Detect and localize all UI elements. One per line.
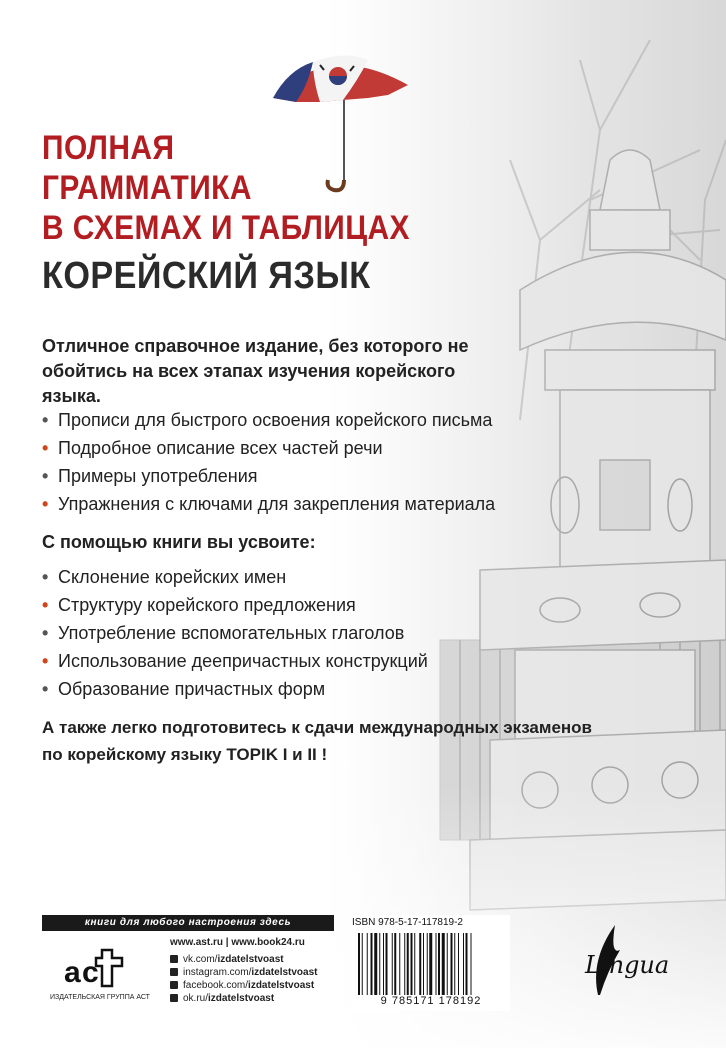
outro-text: А также легко подготовитесь к сдачи международных экзаменов по корейскому языку TOPIK I и II ! [42,718,593,764]
barcode-bar [407,933,409,995]
intro-text: Отличное справочное издание, без которого не обойтись на всех этапах изучения корейского языка. [42,336,469,406]
social-link-facebook[interactable]: facebook.com/izdatelstvoast [170,979,318,992]
barcode-icon [356,933,506,995]
list-item: • Употребление вспомогательных глаголов [42,619,428,647]
barcode-bar [411,933,413,995]
tagline-band: книги для любого настроения здесь [42,915,334,931]
book-subject: КОРЕЙСКИЙ ЯЗЫК [42,255,371,297]
barcode-number: 9 785171 178192 [380,995,482,1007]
list-item: • Упражнения с ключами для закрепления материала [42,490,495,518]
isbn-text: ISBN 978-5-17-117819-2 [352,917,463,928]
barcode-bar [383,933,384,995]
ast-logo-icon [62,942,132,990]
list-item: • Использование деепричастных конструкций [42,647,428,675]
social-links [170,953,318,1005]
bullet-icon: • [42,410,49,430]
barcode-block [352,915,510,1011]
barcode-bar [447,933,448,995]
barcode-bar [358,933,360,995]
list-item: • Примеры употребления [42,462,495,490]
barcode-bar [394,933,396,995]
barcode-bar [451,933,453,995]
bullet-icon: • [42,595,49,615]
list-item: • Подробное описание всех частей речи [42,434,495,462]
list-item: • Структуру корейского предложения [42,591,428,619]
bullet-icon: • [42,651,49,671]
barcode-bar [386,933,388,995]
barcode-bar [371,933,373,995]
list-item: • Прописи для быстрого освоения корейского письма [42,406,495,434]
barcode-bar [419,933,421,995]
barcode-bar [367,933,368,995]
skills-list [42,563,428,703]
title-line-2: ГРАММАТИКА [42,169,252,207]
barcode-bar [374,933,377,995]
barcode-bar [414,933,415,995]
barcode-bar [427,933,428,995]
list-item: • Образование причастных форм [42,675,428,703]
barcode-bar [362,933,363,995]
social-link-ok[interactable]: ok.ru/izdatelstvoast [170,992,318,1005]
social-link-vk[interactable]: vk.com/izdatelstvoast [170,953,318,966]
website-links[interactable]: www.ast.ru | www.book24.ru [170,937,305,948]
facebook-icon [170,981,178,989]
bullet-icon: • [42,567,49,587]
list-item: • Склонение корейских имен [42,563,428,591]
publisher-caption: ИЗДАТЕЛЬСКАЯ ГРУППА АСТ [50,994,150,1001]
barcode-bar [466,933,468,995]
brand-name: Lingua [585,951,670,979]
barcode-bar [471,933,472,995]
title-line-1: ПОЛНАЯ [42,129,175,167]
vk-icon [170,955,178,963]
bullet-icon: • [42,679,49,699]
barcode-bar [442,933,445,995]
barcode-bar [404,933,405,995]
svg-text:a: a [64,956,81,989]
bullet-icon: • [42,438,49,458]
instagram-icon [170,968,178,976]
features-list [42,406,495,518]
bullet-icon: • [42,623,49,643]
barcode-bar [399,933,400,995]
svg-text:c: c [82,956,99,989]
book-title [42,128,482,248]
ok-icon [170,994,178,1002]
barcode-bar [454,933,455,995]
barcode-bar [438,933,440,995]
barcode-bar [423,933,424,995]
social-link-instagram[interactable]: instagram.com/izdatelstvoast [170,966,318,979]
barcode-bar [379,933,380,995]
barcode-bar [392,933,393,995]
bullet-icon: • [42,466,49,486]
skills-heading: С помощью книги вы усвоите: [42,532,316,552]
barcode-bar [463,933,464,995]
title-line-3: В СХЕМАХ И ТАБЛИЦАХ [42,209,410,247]
barcode-bar [429,933,432,995]
barcode-bar [458,933,459,995]
bullet-icon: • [42,494,49,514]
barcode-bar [436,933,437,995]
